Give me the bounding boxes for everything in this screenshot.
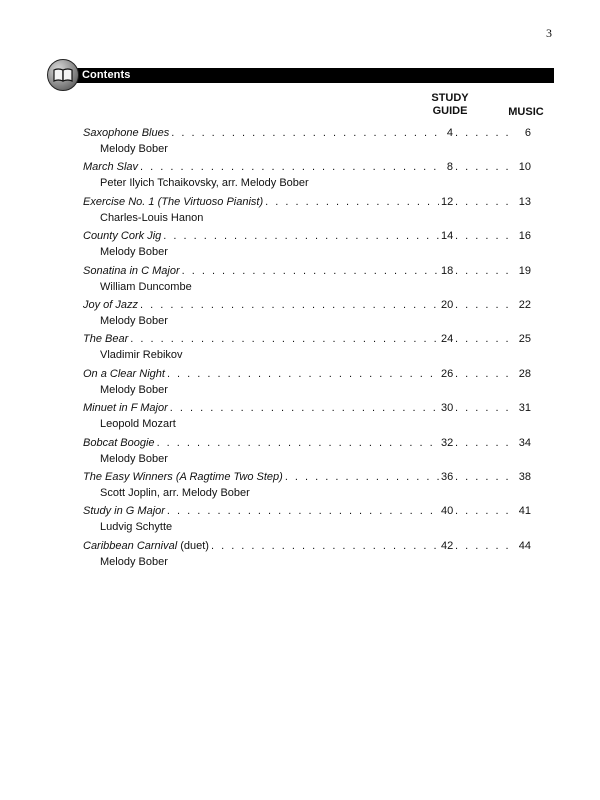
piece-title: County Cork Jig: [83, 230, 162, 243]
piece-note: (duet): [177, 539, 209, 552]
toc-entry-line: [83, 160, 531, 174]
dot-leader: [455, 126, 515, 140]
composer: Charles-Louis Hanon: [100, 211, 204, 224]
piece-title: Sonatina in C Major: [83, 264, 180, 277]
toc-entry-line: [83, 436, 531, 450]
dot-leader: [455, 504, 515, 518]
dot-leader: [157, 436, 439, 450]
composer: Melody Bober: [100, 555, 168, 568]
toc-entry: [83, 367, 531, 401]
dot-leader: [455, 436, 515, 450]
study-guide-page: 36: [441, 470, 454, 483]
dot-leader: [455, 264, 515, 278]
toc-entry: [83, 470, 531, 504]
piece-title: Bobcat Boogie: [83, 436, 155, 449]
toc-entry: [83, 298, 531, 332]
composer: William Duncombe: [100, 280, 192, 293]
book-icon: [47, 59, 79, 91]
music-page: 19: [518, 264, 531, 277]
toc-entry: [83, 332, 531, 366]
study-guide-page: 14: [441, 230, 454, 243]
toc-entry: [83, 264, 531, 298]
dot-leader: [455, 401, 515, 415]
toc-entry: [83, 539, 531, 573]
dot-leader: [163, 229, 439, 243]
toc-entry-line: [83, 126, 531, 140]
page-number: 3: [546, 26, 552, 40]
composer: Melody Bober: [100, 452, 168, 465]
composer: Melody Bober: [100, 143, 168, 155]
piece-title: March Slav: [83, 161, 139, 174]
music-heading: MUSIC: [508, 106, 544, 118]
piece-title: Joy of Jazz: [83, 298, 139, 311]
contents-header-bar: [58, 68, 554, 83]
toc-entry-line: [83, 332, 531, 346]
study-guide-page: 40: [441, 505, 454, 518]
toc-entry: [83, 195, 531, 229]
study-guide-heading-line2: GUIDE: [432, 105, 468, 117]
dot-leader: [455, 332, 515, 346]
study-guide-heading-line1: STUDY: [431, 92, 469, 104]
toc-entry: [83, 126, 531, 160]
music-page: 44: [518, 539, 531, 552]
piece-title: Study in G Major: [83, 505, 165, 518]
toc-entry: [83, 229, 531, 263]
dot-leader: [455, 229, 515, 243]
toc-entry-line: [83, 401, 531, 415]
dot-leader: [140, 160, 439, 174]
dot-leader: [455, 367, 515, 381]
study-guide-page: 42: [441, 539, 454, 552]
toc-entry-line: [83, 264, 531, 278]
toc-entry-line: [83, 470, 531, 484]
toc-entry: [83, 401, 531, 435]
toc-entry-line: [83, 298, 531, 312]
composer: Vladimir Rebikov: [100, 349, 183, 362]
dot-leader: [265, 195, 439, 209]
dot-leader: [455, 298, 515, 312]
dot-leader: [455, 470, 515, 484]
music-page: 6: [524, 127, 531, 139]
study-guide-page: 32: [441, 436, 454, 449]
toc-entry-line: [83, 367, 531, 381]
study-guide-heading: [424, 92, 476, 118]
toc-entry-line: [83, 195, 531, 209]
music-page: 31: [518, 402, 531, 415]
music-page: 10: [518, 161, 531, 174]
dot-leader: [140, 298, 439, 312]
dot-leader: [455, 539, 515, 553]
contents-title: Contents: [82, 69, 131, 81]
composer: Ludvig Schytte: [100, 521, 173, 534]
study-guide-page: 18: [441, 264, 454, 277]
dot-leader: [170, 401, 439, 415]
piece-title: The Easy Winners (A Ragtime Two Step): [83, 470, 283, 483]
dot-leader: [455, 195, 515, 209]
piece-title: The Bear: [83, 333, 129, 346]
column-headings: [0, 92, 600, 122]
study-guide-page: 26: [441, 367, 454, 380]
music-page: 13: [518, 195, 531, 208]
study-guide-page: 24: [441, 333, 454, 346]
toc-entry-line: [83, 229, 531, 243]
music-page: 25: [518, 333, 531, 346]
study-guide-page: 30: [441, 402, 454, 415]
study-guide-page: 12: [441, 195, 454, 208]
composer: Scott Joplin, arr. Melody Bober: [100, 486, 250, 499]
dot-leader: [167, 504, 439, 518]
composer: Melody Bober: [100, 314, 168, 327]
toc-entry: [83, 160, 531, 194]
music-page: 38: [518, 470, 531, 483]
composer: Melody Bober: [100, 383, 168, 396]
composer: Melody Bober: [100, 246, 168, 259]
music-page: 34: [518, 436, 531, 449]
toc-entry: [83, 504, 531, 538]
toc-entry-line: [83, 539, 531, 553]
dot-leader: [171, 126, 439, 140]
piece-title: Caribbean Carnival: [83, 539, 178, 552]
dot-leader: [285, 470, 439, 484]
dot-leader: [211, 539, 439, 553]
dot-leader: [167, 367, 439, 381]
piece-title: Saxophone Blues: [83, 127, 170, 139]
study-guide-page: 20: [441, 298, 454, 311]
study-guide-page: 4: [446, 127, 453, 139]
composer: Peter Ilyich Tchaikovsky, arr. Melody Bober: [100, 177, 309, 190]
study-guide-page: 8: [446, 161, 453, 174]
piece-title: Exercise No. 1 (The Virtuoso Pianist): [83, 195, 264, 208]
piece-title: On a Clear Night: [83, 367, 165, 380]
music-page: 41: [518, 505, 531, 518]
toc-entry-line: [83, 504, 531, 518]
table-of-contents: [83, 126, 531, 573]
dot-leader: [455, 160, 515, 174]
dot-leader: [130, 332, 439, 346]
composer: Leopold Mozart: [100, 418, 176, 431]
dot-leader: [182, 264, 439, 278]
piece-title: Minuet in F Major: [83, 402, 168, 415]
music-page: 22: [518, 298, 531, 311]
music-page: 28: [518, 367, 531, 380]
music-page: 16: [518, 230, 531, 243]
toc-entry: [83, 436, 531, 470]
